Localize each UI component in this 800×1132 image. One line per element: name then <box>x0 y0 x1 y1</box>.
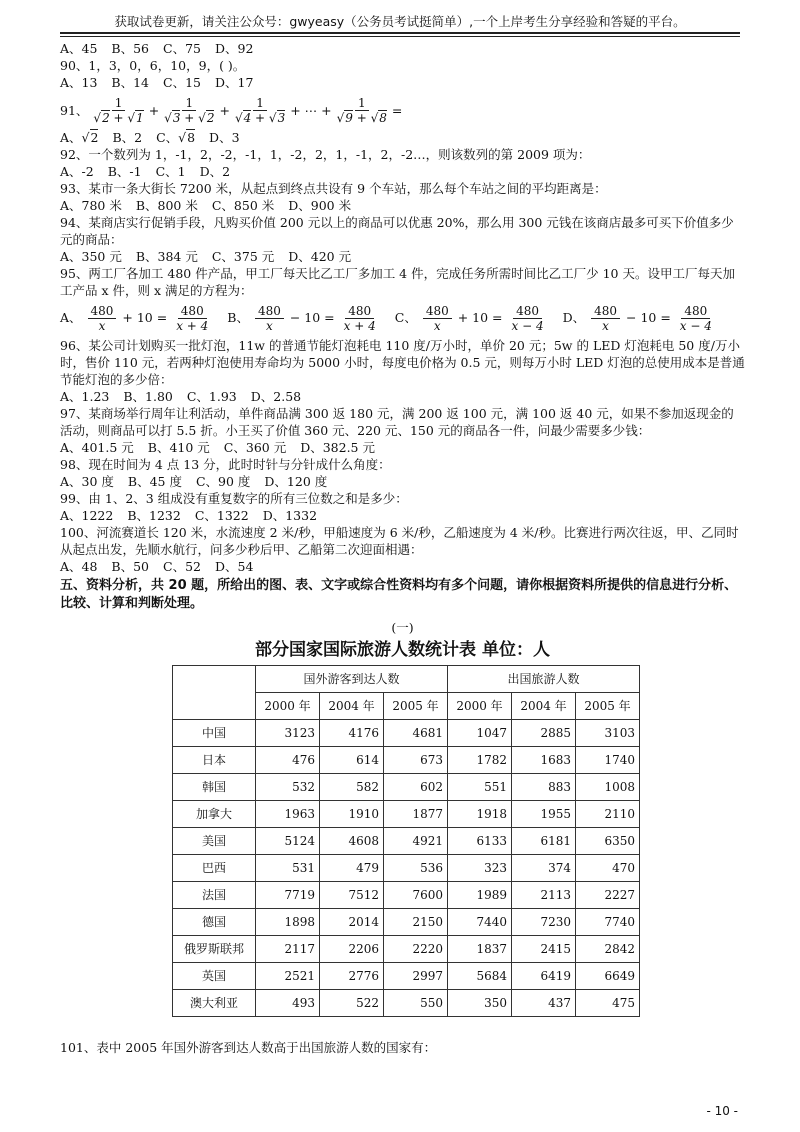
option: A、48 <box>60 559 98 574</box>
q99-options <box>60 507 745 524</box>
q94-options <box>60 248 745 265</box>
value-cell: 2227 <box>576 882 640 909</box>
value-cell: 2415 <box>512 936 576 963</box>
value-cell: 7512 <box>320 882 384 909</box>
q98-options <box>60 473 745 490</box>
value-cell: 2842 <box>576 936 640 963</box>
table-row <box>173 963 640 990</box>
q100-options <box>60 558 745 575</box>
q95-stem: 95、两工厂各加工 480 件产品，甲工厂每天比乙工厂多加工 4 件，完成任务所需时间比乙工厂少 10 天。设甲工厂每天加工产品 x 件，则 x 满足的方程为： <box>60 266 735 298</box>
table-row <box>173 747 640 774</box>
section-heading: 五、资料分析，共 20 题，所给出的图、表、文字或综合性资料均有多个问题，请你根据资料所提供的信息进行分析、比较、计算和判断处理。 <box>60 578 738 611</box>
table-row <box>173 801 640 828</box>
value-cell: 7719 <box>256 882 320 909</box>
option: C、52 <box>163 559 201 574</box>
value-cell: 531 <box>256 855 320 882</box>
option: B、2 <box>112 130 143 145</box>
q97-options <box>60 439 745 456</box>
table-row <box>173 855 640 882</box>
value-cell: 476 <box>256 747 320 774</box>
q90-options <box>60 74 745 91</box>
header-rule <box>60 32 740 34</box>
value-cell: 1740 <box>576 747 640 774</box>
option: B、-1 <box>107 164 142 179</box>
option: B、56 <box>111 41 150 56</box>
value-cell: 1877 <box>384 801 448 828</box>
value-cell: 7440 <box>448 909 512 936</box>
value-cell: 2117 <box>256 936 320 963</box>
option: C、1322 <box>194 508 249 523</box>
value-cell: 2113 <box>512 882 576 909</box>
value-cell: 4921 <box>384 828 448 855</box>
country-cell: 法国 <box>173 882 256 909</box>
value-cell: 1910 <box>320 801 384 828</box>
option: D、382.5 元 <box>300 440 375 455</box>
option: D、420 元 <box>288 249 352 264</box>
value-cell: 4608 <box>320 828 384 855</box>
year-header: 2005 年 <box>384 693 448 720</box>
q96-options <box>60 388 745 405</box>
q91-options <box>60 129 745 146</box>
value-cell: 493 <box>256 990 320 1017</box>
value-cell: 437 <box>512 990 576 1017</box>
option: A、13 <box>60 75 98 90</box>
value-cell: 3103 <box>576 720 640 747</box>
value-cell: 7600 <box>384 882 448 909</box>
value-cell: 1989 <box>448 882 512 909</box>
equals: = <box>391 102 403 118</box>
option: D、1332 <box>262 508 318 523</box>
option: C、90 度 <box>195 474 251 489</box>
q99-stem: 99、由 1、2、3 组成没有重复数字的所有三位数之和是多少： <box>60 491 408 506</box>
option: D、900 米 <box>288 198 352 213</box>
option: C、1.93 <box>186 389 237 404</box>
value-cell: 6133 <box>448 828 512 855</box>
fraction: $\frac{1}{√2 + √1}$ <box>93 95 144 125</box>
value-cell: 7740 <box>576 909 640 936</box>
option: A、 $\frac{480}{x}$ + 10 = $\frac{480}{x + 4}$ <box>60 303 209 333</box>
year-header: 2004 年 <box>320 693 384 720</box>
option: D、120 度 <box>264 474 328 489</box>
value-cell: 2220 <box>384 936 448 963</box>
table-header-row <box>173 666 640 693</box>
q97-stem: 97、某商场举行周年让利活动，单件商品满 300 返 180 元，满 200 返 100 元，满 100 返 40 元，如果不参加返现金的活动，则商品可以打 5.5 折。小王买了价值 360 元、220 元、150 元的商品各一件，问最少需要多少钱： <box>60 406 734 438</box>
q92-stem: 92、一个数列为 1，-1，2，-2，-1，1，-2，2，1，-1，2，-2…，则该数列的第 2009 项为： <box>60 147 591 162</box>
table-row <box>173 774 640 801</box>
option: A、350 元 <box>60 249 122 264</box>
option: A、-2 <box>60 164 94 179</box>
option: D、2.58 <box>250 389 302 404</box>
page-content <box>60 40 745 1056</box>
value-cell: 5684 <box>448 963 512 990</box>
option: B、800 米 <box>135 198 198 213</box>
q93-options <box>60 197 745 214</box>
table-title: 部分国家国际旅游人数统计表 单位：人 <box>255 640 550 660</box>
country-cell: 巴西 <box>173 855 256 882</box>
option: C、850 米 <box>211 198 275 213</box>
option: B、384 元 <box>135 249 198 264</box>
header-blank <box>173 666 256 720</box>
option: C、 $\frac{480}{x}$ + 10 = $\frac{480}{x - 4}$ <box>394 303 544 333</box>
table-row <box>173 828 640 855</box>
group-header: 出国旅游人数 <box>448 666 640 693</box>
option: D、 $\frac{480}{x}$ − 10 = $\frac{480}{x - 4}$ <box>562 303 712 333</box>
value-cell: 2521 <box>256 963 320 990</box>
q91-stem: 91、 $\frac{1}{√2 + √1}$ + $\frac{1}{√3 + √2}$ + $\frac{1}{√4 + √3}$ + ⋯ + $\frac{1}{√9 + √8}$ = <box>60 95 403 125</box>
ellipsis: + ⋯ + <box>290 102 332 118</box>
value-cell: 532 <box>256 774 320 801</box>
table-row <box>173 936 640 963</box>
year-header: 2005 年 <box>576 693 640 720</box>
q90-stem: 90、1，3，0，6，10，9，( )。 <box>60 58 246 73</box>
value-cell: 1008 <box>576 774 640 801</box>
option: A、30 度 <box>60 474 114 489</box>
option: A、1222 <box>60 508 114 523</box>
option: C、75 <box>163 41 201 56</box>
header-rule-thin <box>60 36 740 37</box>
option: A、1.23 <box>60 389 110 404</box>
value-cell: 582 <box>320 774 384 801</box>
value-cell: 1837 <box>448 936 512 963</box>
option: D、3 <box>209 130 240 145</box>
table-row <box>173 720 640 747</box>
value-cell: 1782 <box>448 747 512 774</box>
country-cell: 英国 <box>173 963 256 990</box>
value-cell: 475 <box>576 990 640 1017</box>
value-cell: 6350 <box>576 828 640 855</box>
country-cell: 俄罗斯联邦 <box>173 936 256 963</box>
value-cell: 536 <box>384 855 448 882</box>
value-cell: 2776 <box>320 963 384 990</box>
option: A、√2 <box>60 130 99 145</box>
value-cell: 3123 <box>256 720 320 747</box>
country-cell: 澳大利亚 <box>173 990 256 1017</box>
country-cell: 美国 <box>173 828 256 855</box>
value-cell: 6181 <box>512 828 576 855</box>
value-cell: 1955 <box>512 801 576 828</box>
value-cell: 470 <box>576 855 640 882</box>
value-cell: 4176 <box>320 720 384 747</box>
q93-stem: 93、某市一条大街长 7200 米，从起点到终点共设有 9 个车站，那么每个车站之间的平均距离是： <box>60 181 607 196</box>
value-cell: 1963 <box>256 801 320 828</box>
value-cell: 6649 <box>576 963 640 990</box>
option: D、92 <box>214 41 254 56</box>
option: C、360 元 <box>223 440 287 455</box>
option: D、17 <box>214 75 254 90</box>
value-cell: 350 <box>448 990 512 1017</box>
option: A、45 <box>60 41 98 56</box>
value-cell: 522 <box>320 990 384 1017</box>
value-cell: 2997 <box>384 963 448 990</box>
q98-stem: 98、现在时间为 4 点 13 分，此时时针与分针成什么角度： <box>60 457 391 472</box>
value-cell: 2150 <box>384 909 448 936</box>
year-header: 2000 年 <box>256 693 320 720</box>
table-row <box>173 882 640 909</box>
option: D、2 <box>199 164 231 179</box>
value-cell: 1047 <box>448 720 512 747</box>
country-cell: 日本 <box>173 747 256 774</box>
q101-stem: 101、表中 2005 年国外游客到达人数高于出国旅游人数的国家有： <box>60 1040 437 1055</box>
value-cell: 2110 <box>576 801 640 828</box>
year-header: 2004 年 <box>512 693 576 720</box>
option: B、1.80 <box>123 389 173 404</box>
table-row <box>173 909 640 936</box>
value-cell: 2885 <box>512 720 576 747</box>
fraction: $\frac{1}{√9 + √8}$ <box>336 95 387 125</box>
tourism-table <box>172 665 640 1017</box>
option: B、410 元 <box>147 440 210 455</box>
fraction: $\frac{1}{√3 + √2}$ <box>164 95 215 125</box>
value-cell: 479 <box>320 855 384 882</box>
question-number: 91、 <box>60 102 89 118</box>
option: C、1 <box>155 164 186 179</box>
option: C、375 元 <box>211 249 275 264</box>
value-cell: 602 <box>384 774 448 801</box>
value-cell: 883 <box>512 774 576 801</box>
value-cell: 673 <box>384 747 448 774</box>
option: D、54 <box>214 559 254 574</box>
value-cell: 1918 <box>448 801 512 828</box>
option: A、780 米 <box>60 198 122 213</box>
q92-options <box>60 163 745 180</box>
country-cell: 中国 <box>173 720 256 747</box>
value-cell: 550 <box>384 990 448 1017</box>
value-cell: 1898 <box>256 909 320 936</box>
value-cell: 614 <box>320 747 384 774</box>
option: B、50 <box>111 559 150 574</box>
year-header: 2000 年 <box>448 693 512 720</box>
subsection-label: (一) <box>391 620 414 635</box>
q100-stem: 100、河流赛道长 120 米，水流速度 2 米/秒，甲船速度为 6 米/秒，乙船速度为 4 米/秒。比赛进行两次往返，甲、乙同时从起点出发，先顺水航行，问多少秒后甲、乙船第二次迎面相遇： <box>60 525 739 557</box>
value-cell: 4681 <box>384 720 448 747</box>
value-cell: 374 <box>512 855 576 882</box>
fraction: $\frac{1}{√4 + √3}$ <box>234 95 286 125</box>
option: C、15 <box>163 75 201 90</box>
value-cell: 7230 <box>512 909 576 936</box>
page-number: - 10 - <box>706 1104 738 1118</box>
q96-stem: 96、某公司计划购买一批灯泡，11w 的普通节能灯泡耗电 110 度/万小时，单价 20 元；5w 的 LED 灯泡耗电 50 度/万小时，售价 110 元，若两种灯泡使用寿命均为 5000 小时，每度电价格为 0.5 元，则每万小时 LED 灯泡的总使用成本是普通节能灯泡的多少倍： <box>60 338 745 387</box>
value-cell: 2206 <box>320 936 384 963</box>
group-header: 国外游客到达人数 <box>256 666 448 693</box>
q94-stem: 94、某商店实行促销手段，凡购买价值 200 元以上的商品可以优惠 20%，那么用 300 元钱在该商店最多可买下价值多少元的商品： <box>60 215 734 247</box>
q89-options <box>60 40 745 57</box>
option: B、1232 <box>127 508 181 523</box>
country-cell: 加拿大 <box>173 801 256 828</box>
value-cell: 551 <box>448 774 512 801</box>
option: B、14 <box>111 75 150 90</box>
value-cell: 5124 <box>256 828 320 855</box>
value-cell: 323 <box>448 855 512 882</box>
value-cell: 6419 <box>512 963 576 990</box>
page-header: 获取试卷更新，请关注公众号：gwyeasy（公务员考试挺简单）,一个上岸考生分享经验和答疑的平台。 <box>114 14 686 29</box>
table-row <box>173 990 640 1017</box>
value-cell: 2014 <box>320 909 384 936</box>
option: B、45 度 <box>127 474 182 489</box>
q95-options <box>60 299 745 337</box>
option: C、√8 <box>156 130 196 145</box>
option: A、401.5 元 <box>60 440 134 455</box>
value-cell: 1683 <box>512 747 576 774</box>
option: B、 $\frac{480}{x}$ − 10 = $\frac{480}{x + 4}$ <box>227 303 376 333</box>
country-cell: 德国 <box>173 909 256 936</box>
table-body <box>173 720 640 1017</box>
country-cell: 韩国 <box>173 774 256 801</box>
